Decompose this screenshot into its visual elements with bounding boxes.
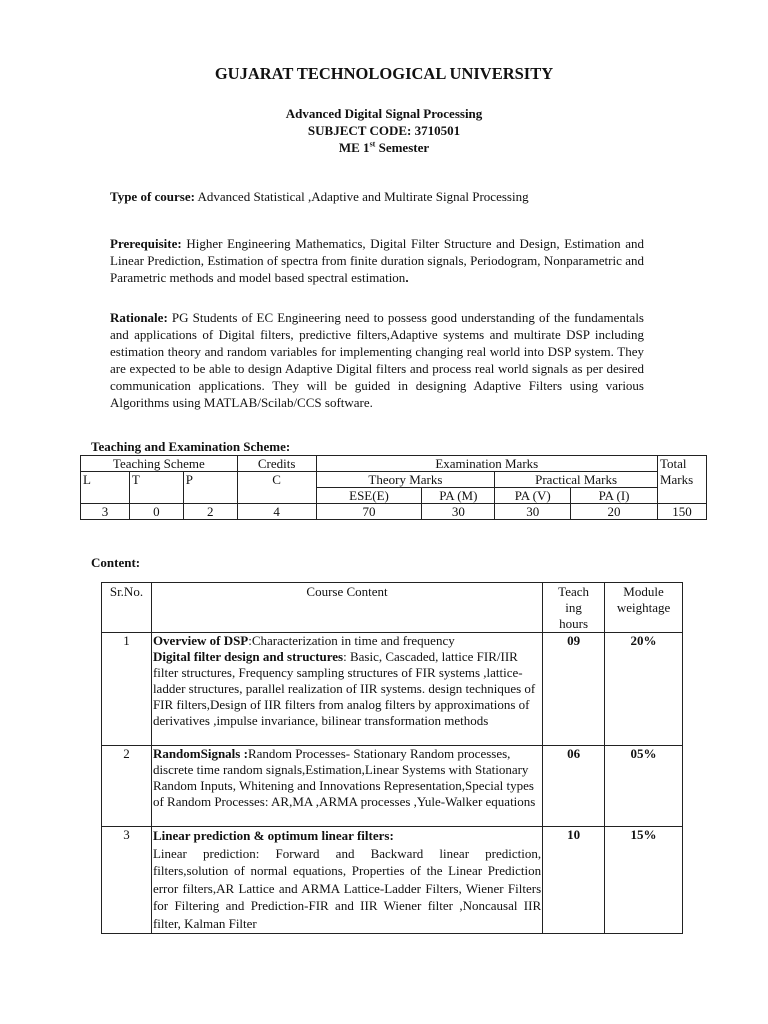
pai-header: PA (I) — [571, 488, 658, 504]
scheme-header-row-2 — [81, 472, 707, 488]
rationale-label: Rationale: — [110, 310, 168, 325]
l-value: 3 — [81, 504, 130, 520]
semester: ME 1st Semester — [338, 139, 430, 155]
row-srno: 3 — [102, 827, 152, 934]
scheme-values-row — [81, 504, 707, 520]
university-title: GUJARAT TECHNOLOGICAL UNIVERSITY — [214, 64, 554, 83]
theory-marks-header: Theory Marks — [316, 472, 495, 488]
exam-marks-header: Examination Marks — [316, 456, 657, 472]
row-srno: 2 — [102, 746, 152, 827]
type-of-course-label: Type of course: — [110, 189, 195, 204]
row-hours: 10 — [543, 827, 605, 934]
c-header: C — [237, 472, 316, 504]
c-value: 4 — [237, 504, 316, 520]
subject-name: Advanced Digital Signal Processing — [285, 106, 483, 121]
module-weightage-header: Module weightage — [605, 583, 683, 633]
content-title: Content: — [91, 555, 141, 570]
srno-header: Sr.No. — [102, 583, 152, 633]
scheme-title: Teaching and Examination Scheme: — [91, 439, 291, 454]
table-row — [102, 746, 683, 827]
row-hours: 06 — [543, 746, 605, 827]
teaching-scheme-header: Teaching Scheme — [81, 456, 238, 472]
topic-heading: Digital filter design and structures — [152, 649, 344, 664]
pav-value: 30 — [495, 504, 571, 520]
row-srno: 1 — [102, 633, 152, 746]
row-content: Overview of DSP:Characterization in time and frequency Digital filter design and structures: Basic, Cascaded, lattice FIR/IIR filter structures, Frequency sampling structures of FIR systems ,lattice-ladder structures, parallel realization of IIR systems. design techniques of FIR filters,Design of IIR filters from analog filters by approximations of derivatives ,impulse invariance, bilinear transformation methods — [151, 633, 542, 746]
table-row — [102, 633, 683, 746]
topic-heading: Linear prediction & optimum linear filters: — [152, 828, 394, 843]
row-content: RandomSignals :Random Processes- Stationary Random processes, discrete time random signals,Estimation,Linear Systems with Stationary Random Inputs, Whitening and Innovations Representation,Special types of Random Processes: AR,MA ,ARMA processes ,Yule-Walker equations — [151, 746, 542, 827]
topic-heading: Overview of DSP — [152, 633, 249, 648]
rationale: Rationale: PG Students of EC Engineering need to possess good understanding of the fundamentals and applications of Digital filters, predictive filters,Adaptive systems and multirate DSP including estimation theory and random variables for implementing changing real world into DSP system. They are expected to be able to design Adaptive Digital filters and process real world signals as per desired communication applications. They will be guided in designing Adaptive Filters using various Algorithms using MATLAB/Scilab/CCS software. — [110, 310, 644, 410]
t-header: T — [129, 472, 183, 504]
scheme-table — [80, 455, 707, 520]
row-weightage: 20% — [605, 633, 683, 746]
p-value: 2 — [183, 504, 237, 520]
course-content-header: Course Content — [151, 583, 542, 633]
pai-value: 20 — [571, 504, 658, 520]
row-weightage: 05% — [605, 746, 683, 827]
l-header: L — [81, 472, 130, 504]
ese-header: ESE(E) — [316, 488, 422, 504]
row-content: Linear prediction & optimum linear filters: Linear prediction: Forward and Backward linear prediction, filters,solution of normal equations, Properties of the Linear Prediction error filters,AR Lattice and ARMA Lattice-Ladder Filters, Wiener Filters for Filtering and Prediction-FIR and IIR Wiener filter ,Noncausal IIR filter, Kalman Filter — [151, 827, 542, 934]
pav-header: PA (V) — [495, 488, 571, 504]
teaching-hours-header: Teach ing hours — [543, 583, 605, 633]
topic-heading: RandomSignals : — [152, 746, 248, 761]
pam-header: PA (M) — [422, 488, 495, 504]
total-marks-header: Total Marks — [657, 456, 706, 504]
type-of-course: Type of course: Advanced Statistical ,Adaptive and Multirate Signal Processing — [110, 189, 529, 204]
total-value: 150 — [657, 504, 706, 520]
prerequisite: Prerequisite: Higher Engineering Mathematics, Digital Filter Structure and Design, Estimation and Linear Prediction, Estimation of spectra from finite duration signals, Periodogram, Nonparametric and Parametric methods and model based spectral estimation. — [110, 236, 644, 285]
scheme-header-row-1 — [81, 456, 707, 472]
credits-header: Credits — [237, 456, 316, 472]
practical-marks-header: Practical Marks — [495, 472, 658, 488]
pam-value: 30 — [422, 504, 495, 520]
row-weightage: 15% — [605, 827, 683, 934]
table-row — [102, 827, 683, 934]
subject-code: SUBJECT CODE: 3710501 — [307, 123, 461, 138]
ese-value: 70 — [316, 504, 422, 520]
row-hours: 09 — [543, 633, 605, 746]
content-header-row — [102, 583, 683, 633]
p-header: P — [183, 472, 237, 504]
content-table — [101, 582, 683, 934]
prerequisite-label: Prerequisite: — [110, 236, 182, 251]
t-value: 0 — [129, 504, 183, 520]
